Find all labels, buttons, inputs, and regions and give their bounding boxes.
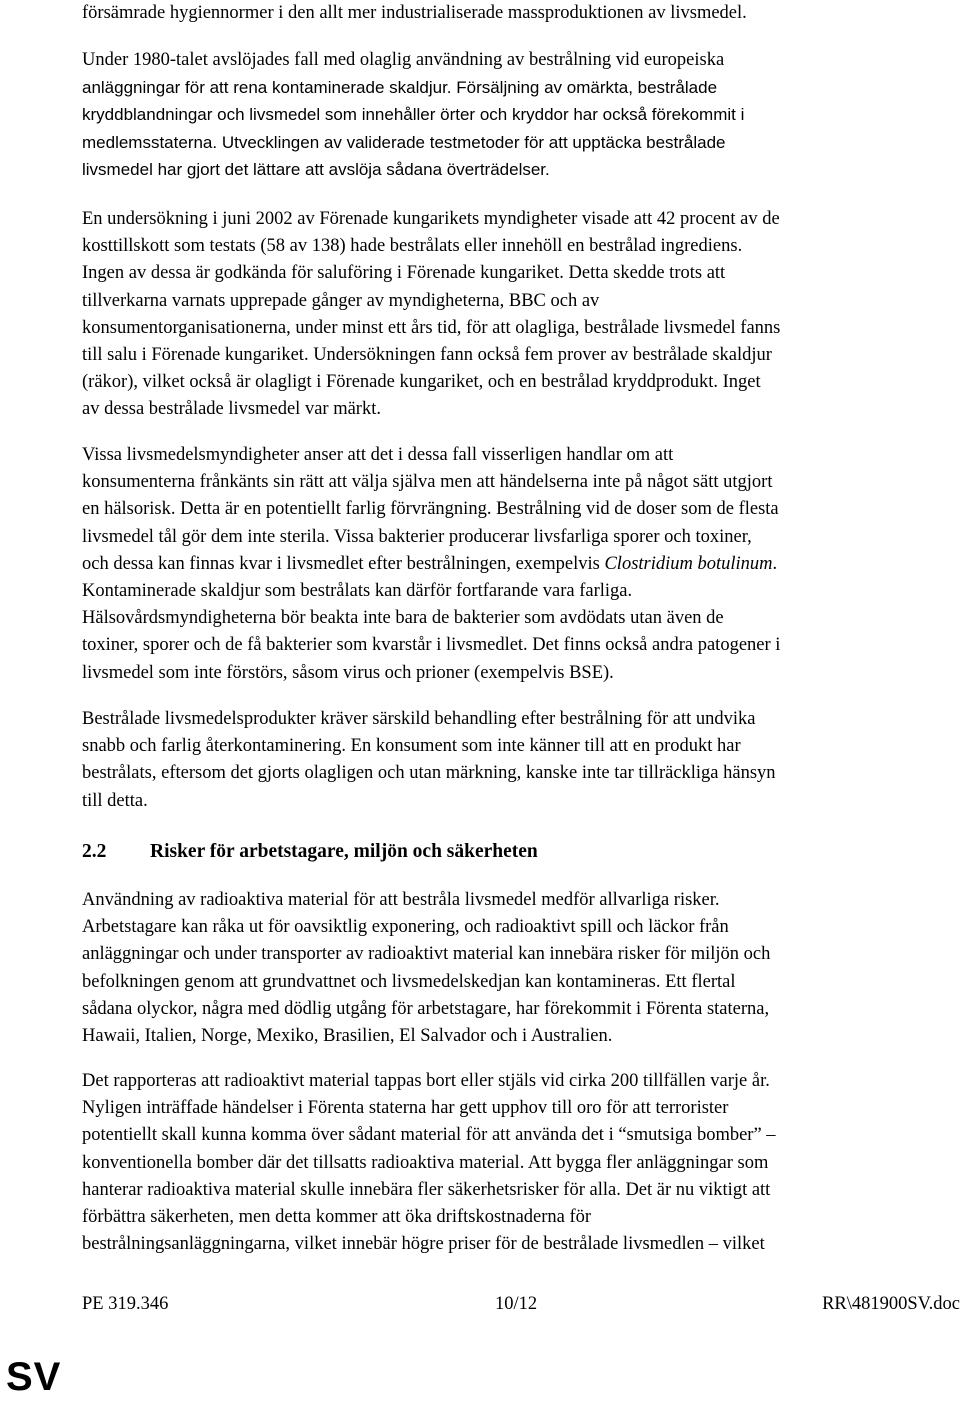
text-line: bestrålningsanläggningarna, vilket innebär högre priser för de bestrålade livsmedlen – vilket xyxy=(82,1234,765,1255)
text-fragment: och dessa kan finnas kvar i livsmedlet efter bestrålningen, exempelvis xyxy=(82,553,600,574)
text-line: Hälsovårdsmyndigheterna bör beakta inte bara de bakterier som avdödats utan även de xyxy=(82,608,724,629)
paragraph-6 xyxy=(82,1068,960,1258)
text-line: Arbetstagare kan råka ut för oavsiktlig exponering, och radioaktivt spill och läckor från xyxy=(82,917,729,938)
text-line: till salu i Förenade kungariket. Undersökningen fann också fem prover av bestrålade skaldjur xyxy=(82,345,772,366)
text-line: konsumentorganisationerna, under minst ett års tid, för att olagliga, bestrålade livsmedel fanns xyxy=(82,317,781,338)
text-line: Bestrålade livsmedelsprodukter kräver särskild behandling efter bestrålning för att undvika xyxy=(82,709,756,729)
page-footer xyxy=(82,1291,960,1318)
text-line: Kontaminerade skaldjur som bestrålats kan därför fortfarande vara farliga. xyxy=(82,581,633,602)
text-line: livsmedel har gjort det lättare att avslöja sådana överträdelser. xyxy=(82,159,550,179)
section-heading xyxy=(82,838,538,865)
text-line: tillverkarna varnats upprepade gånger av myndigheterna, BBC och av xyxy=(82,290,600,311)
text-line: En undersökning i juni 2002 av Förenade kungarikets myndigheter visade att 42 procent av de xyxy=(82,209,780,229)
text-line: av dessa bestrålade livsmedel var märkt. xyxy=(82,399,381,420)
text-line: kosttillskott som testats (58 av 138) hade bestrålats eller innehöll en bestrålad ingrediens. xyxy=(82,236,743,257)
text-line: livsmedel tål gör dem inte sterila. Vissa bakterier producerar livsfarliga sporer och toxiner, xyxy=(82,526,752,547)
text-line: potentiellt skall kunna komma över sådant material för att använda det i “smutsiga bomber” – xyxy=(82,1125,776,1146)
text-line: Det rapporteras att radioaktivt material tappas bort eller stjäls vid cirka 200 tillfällen varje år. xyxy=(82,1071,770,1091)
text-line: Användning av radioaktiva material för att bestråla livsmedel medför allvarliga risker. xyxy=(82,890,720,910)
text-line xyxy=(82,551,960,578)
text-line: anläggningar för att rena kontaminerade skaldjur. Försäljning av omärkta, bestrålade xyxy=(82,78,718,98)
page-number: 10/12 xyxy=(495,1294,538,1314)
text-line: en hälsorisk. Detta är en potentiellt farlig förvrängning. Bestrålning vid de doser som de flesta xyxy=(82,499,779,520)
language-tag: SV xyxy=(6,1355,62,1399)
paragraph-0 xyxy=(82,0,960,27)
text-line: Under 1980-talet avslöjades fall med olaglig användning av bestrålning vid europeiska xyxy=(82,50,725,70)
text-line: bestrålats, eftersom det gjorts olagligen och utan märkning, kanske inte tar tillräckliga hänsyn xyxy=(82,763,776,784)
text-line: livsmedel som inte förstörs, såsom virus och prioner (exempelvis BSE). xyxy=(82,662,614,683)
paragraph-3 xyxy=(82,442,960,687)
text-line: konventionella bomber där det tillsatts radioaktiva material. Att bygga fler anläggningar som xyxy=(82,1152,769,1173)
paragraph-5 xyxy=(82,887,960,1050)
section-title: Risker för arbetstagare, miljön och säkerheten xyxy=(150,841,538,862)
text-line: till detta. xyxy=(82,790,148,811)
section-number: 2.2 xyxy=(82,841,107,862)
text-line: sådana olyckor, några med dödlig utgång för arbetstagare, har förekommit i Förenta staterna, xyxy=(82,998,770,1019)
text-line: Ingen av dessa är godkända för saluföring i Förenade kungariket. Detta skedde trots att xyxy=(82,263,726,284)
text-line: Hawaii, Italien, Norge, Mexiko, Brasilien, El Salvador och i Australien. xyxy=(82,1026,613,1047)
text-line: medlemsstaterna. Utvecklingen av validerade testmetoder för att upptäcka bestrålade xyxy=(82,132,726,152)
text-line: konsumenterna frånkänts sin rätt att välja själva men att händelserna inte på något sätt utgjort xyxy=(82,472,773,493)
paragraph-2 xyxy=(82,206,960,424)
text-line: hanterar radioaktiva material skulle innebära fler säkerhetsrisker för alla. Det är nu viktigt att xyxy=(82,1179,771,1200)
text-line: Nyligen inträffade händelser i Förenta staterna har gett upphov till oro för att terrorister xyxy=(82,1098,729,1119)
paragraph-1 xyxy=(82,47,960,183)
text-line: snabb och farlig återkontaminering. En konsument som inte känner till att en produkt har xyxy=(82,736,741,757)
text-line: anläggningar och under transporter av radioaktivt material kan innebära risker för miljön och xyxy=(82,944,771,965)
italic-term-suffix: . xyxy=(772,553,778,574)
text-line: Vissa livsmedelsmyndigheter anser att det i dessa fall visserligen handlar om att xyxy=(82,445,674,465)
italic-term: Clostridium botulinum xyxy=(604,553,773,574)
text-line: försämrade hygiennormer i den allt mer industrialiserade massproduktionen av livsmedel. xyxy=(82,3,747,23)
document-filename: RR\481900SV.doc xyxy=(822,1294,960,1314)
text-line: kryddblandningar och livsmedel som innehåller örter och kryddor har också förekommit i xyxy=(82,105,745,125)
document-reference: PE 319.346 xyxy=(82,1294,169,1314)
text-line: förbättra säkerheten, men detta kommer att öka driftskostnaderna för xyxy=(82,1207,592,1228)
text-line: (räkor), vilket också är olagligt i Förenade kungariket, och en bestrålad kryddprodukt. Inget xyxy=(82,372,761,393)
paragraph-4 xyxy=(82,706,960,815)
text-line: befolkningen genom att grundvattnet och livsmedelskedjan kan kontamineras. Ett flertal xyxy=(82,971,736,992)
text-line: toxiner, sporer och de få bakterier som kvarstår i livsmedlet. Det finns också andra patogener i xyxy=(82,635,781,656)
